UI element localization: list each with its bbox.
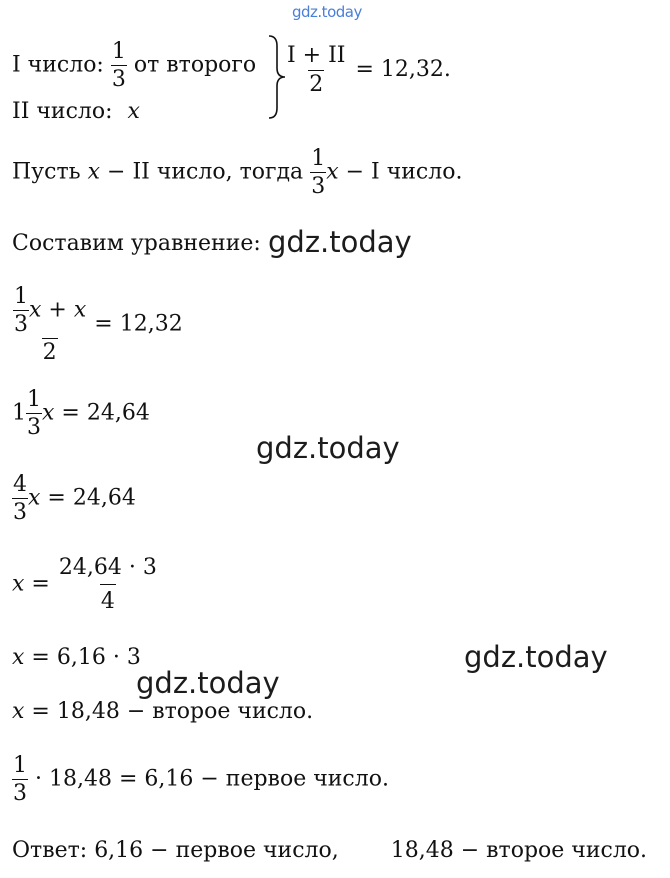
- let-word: Пусть: [12, 159, 81, 185]
- fraction-one-third: $\frac{1}{3}$: [14, 284, 28, 338]
- variable-x: x: [87, 159, 101, 185]
- fraction-four-thirds: $\frac{4}{3}$: [13, 472, 27, 526]
- main-fraction: [12, 285, 87, 364]
- equation-rhs: · 18,48 = 6,16 − первое число.: [35, 766, 389, 792]
- answer-first-part: Ответ: 6,16 − первое число,: [12, 838, 339, 863]
- fraction-one-third: $\frac{1}{3}$: [311, 146, 326, 200]
- variable-x: x: [12, 645, 25, 670]
- variable-x: x: [12, 571, 25, 597]
- equation-6: [12, 701, 313, 723]
- equals-value: = 12,32.: [355, 57, 451, 83]
- variable-x: x: [42, 400, 55, 426]
- sum-fraction: $\frac{I + II}{2}$: [287, 43, 346, 98]
- first-number-label: I число:: [12, 52, 104, 78]
- equation-rhs: = 6,16 · 3: [31, 645, 141, 670]
- division-fraction: $\frac{24,64 \cdot 3}{4}$: [58, 555, 157, 615]
- main-fraction-denominator: 2: [42, 340, 57, 366]
- given-first-line: [12, 40, 256, 91]
- answer-line: [12, 840, 647, 862]
- let-line: [12, 147, 462, 198]
- second-number-label: II число:: [12, 99, 113, 124]
- watermark: gdz.today: [268, 225, 412, 259]
- equals-sign: =: [31, 571, 50, 597]
- watermark: gdz.today: [256, 431, 400, 465]
- watermark-top: gdz.today: [292, 3, 362, 21]
- fraction-one-third: $\frac{1}{3}$: [111, 39, 126, 93]
- given-equation: [284, 44, 451, 96]
- fraction-one-third: $\frac{1}{3}$: [27, 387, 41, 441]
- first-number-text: − I число.: [345, 159, 463, 185]
- variable-x: x: [127, 99, 140, 124]
- equation-rhs: = 24,64: [47, 485, 136, 511]
- variable-x: x: [12, 699, 25, 724]
- answer-second-part: 18,48 − второе число.: [390, 838, 648, 863]
- main-fraction-numerator: [12, 285, 87, 338]
- whole-part: 1: [12, 400, 26, 426]
- compose-equation-text: Составим уравнение:: [12, 231, 261, 256]
- equation-1: [12, 285, 183, 364]
- of-second-text: от второго: [133, 52, 257, 78]
- equation-4: [12, 556, 159, 613]
- equation-3: [12, 473, 136, 524]
- equation-7: [12, 754, 389, 805]
- given-second-line: [12, 101, 140, 123]
- variable-x: x: [326, 159, 339, 185]
- variable-x: x: [28, 485, 41, 511]
- equation-rhs: = 24,64: [61, 400, 150, 426]
- watermark: gdz.today: [136, 666, 280, 700]
- equation-5: [12, 647, 141, 669]
- equation-rhs: = 12,32: [94, 311, 183, 337]
- plus-sign: +: [48, 297, 67, 323]
- watermark: gdz.today: [464, 640, 608, 674]
- equation-2: [12, 388, 150, 439]
- equation-rhs: = 18,48 − второе число.: [31, 699, 314, 724]
- second-number-text: − II число, тогда: [107, 159, 304, 185]
- variable-x: x: [29, 297, 42, 323]
- variable-x: x: [73, 297, 87, 323]
- fraction-one-third: $\frac{1}{3}$: [13, 753, 27, 807]
